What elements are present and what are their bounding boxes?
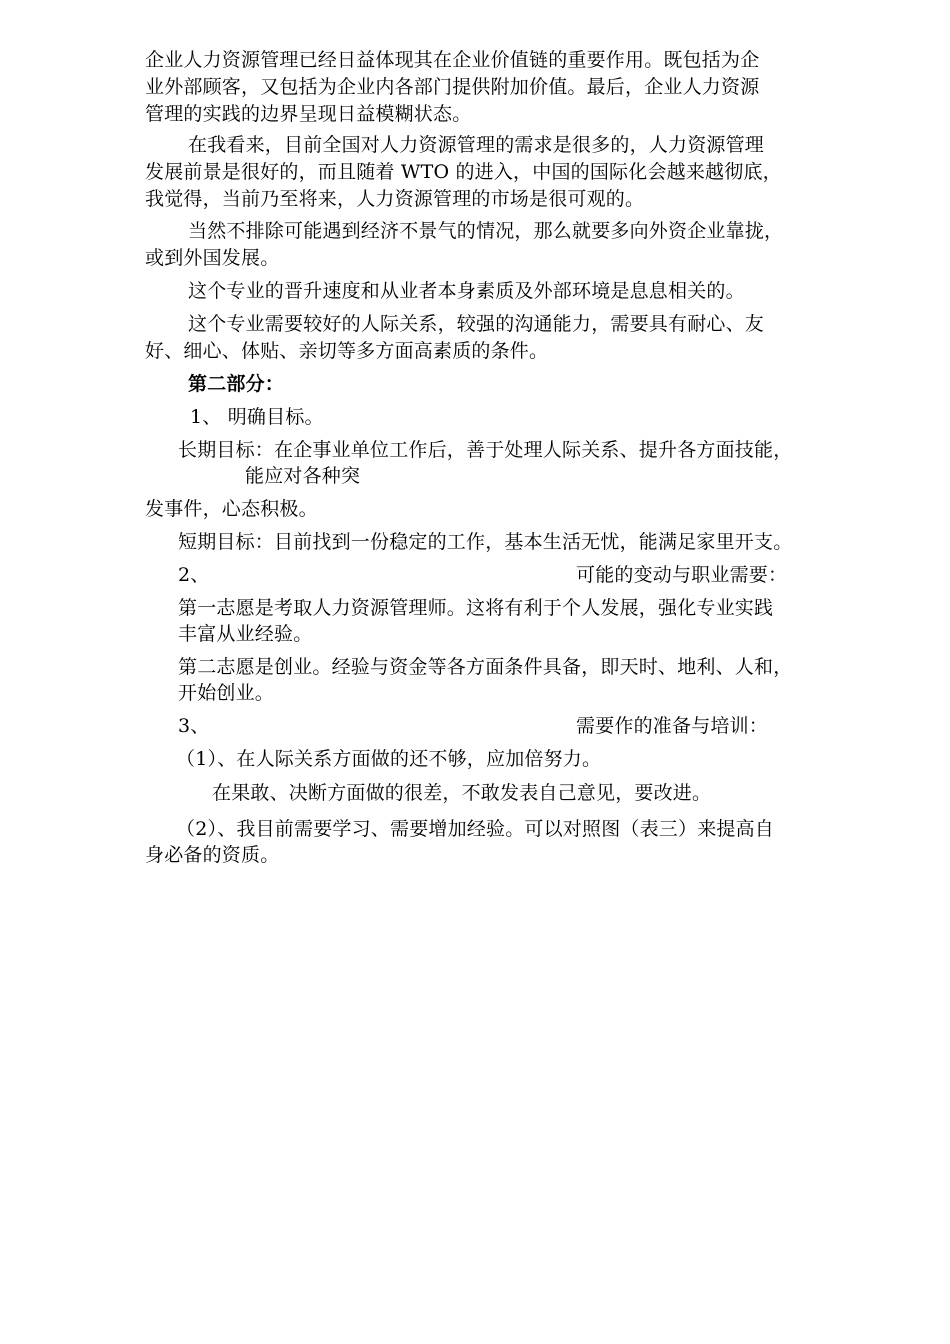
wish-1-line-1: 第一志愿是考取人力资源管理师。这将有利于个人发展，强化专业实践 xyxy=(178,597,774,619)
paragraph-1-line-2: 业外部顾客，又包括为企业内各部门提供附加价值。最后，企业人力资源 xyxy=(145,76,760,98)
paragraph-2-line-3: 我觉得，当前乃至将来，人力资源管理的市场是很可观的。 xyxy=(145,188,645,210)
long-term-goal-line-1: 长期目标：在企事业单位工作后，善于处理人际关系、提升各方面技能， xyxy=(178,439,793,461)
prep-2-line-1: （2）、我目前需要学习、需要增加经验。可以对照图（表三）来提高自 xyxy=(176,818,774,840)
paragraph-3-line-2: 或到外国发展。 xyxy=(145,247,280,269)
item-1-goal: 1、 明确目标。 xyxy=(190,406,324,428)
paragraph-3-line-1: 当然不排除可能遇到经济不景气的情况，那么就要多向外资企业靠拢， xyxy=(188,220,784,242)
wish-1-line-2: 丰富从业经验。 xyxy=(178,623,313,645)
paragraph-5-line-1: 这个专业需要较好的人际关系，较强的沟通能力，需要具有耐心、友 xyxy=(188,313,765,335)
paragraph-1-line-1: 企业人力资源管理已经日益体现其在企业价值链的重要作用。既包括为企 xyxy=(145,49,760,71)
paragraph-1-line-3: 管理的实践的边界呈现日益模糊状态。 xyxy=(145,103,472,125)
section-two-heading: 第二部分： xyxy=(188,373,285,395)
long-term-goal-line-2: 能应对各种突 xyxy=(245,465,361,487)
prep-1-line: （1）、在人际关系方面做的还不够，应加倍努力。 xyxy=(176,748,602,770)
item-3-number: 3、 xyxy=(178,715,210,737)
item-2-number: 2、 xyxy=(178,564,210,586)
paragraph-2-line-1: 在我看来，目前全国对人力资源管理的需求是很多的，人力资源管理 xyxy=(188,134,765,156)
item-3-title: 需要作的准备与培训： xyxy=(576,715,769,737)
short-term-goal: 短期目标：目前找到一份稳定的工作，基本生活无忧，能满足家里开支。 xyxy=(178,531,793,553)
prep-1b-line: 在果敢、决断方面做的很差，不敢发表自己意见，要改进。 xyxy=(212,782,712,804)
paragraph-2-line-2: 发展前景是很好的，而且随着 WTO 的进入，中国的国际化会越来越彻底， xyxy=(145,161,782,183)
paragraph-4-line-1: 这个专业的晋升速度和从业者本身素质及外部环境是息息相关的。 xyxy=(188,280,745,302)
prep-2-line-2: 身必备的资质。 xyxy=(145,844,280,866)
long-term-goal-line-3: 发事件，心态积极。 xyxy=(145,498,318,520)
wish-2-line-1: 第二志愿是创业。经验与资金等各方面条件具备，即天时、地利、人和， xyxy=(178,656,793,678)
wish-2-line-2: 开始创业。 xyxy=(178,682,275,704)
item-2-title: 可能的变动与职业需要： xyxy=(576,564,788,586)
paragraph-5-line-2: 好、细心、体贴、亲切等多方面高素质的条件。 xyxy=(145,340,549,362)
